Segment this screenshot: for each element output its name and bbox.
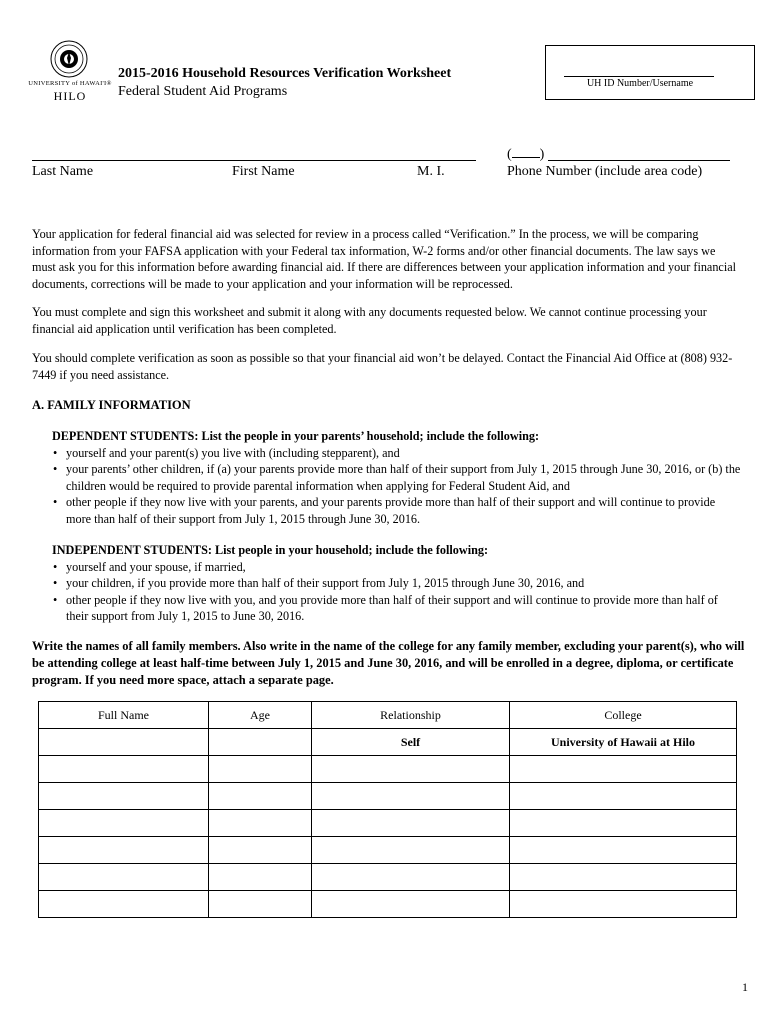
age-cell[interactable] xyxy=(209,837,312,864)
phone-area-code-field[interactable]: ( ) xyxy=(507,144,544,163)
dependent-students-heading: DEPENDENT STUDENTS: List the people in your parents’ household; include the following: xyxy=(52,429,540,443)
independent-students-heading: INDEPENDENT STUDENTS: List people in your household; include the following: xyxy=(52,543,489,557)
college-cell[interactable] xyxy=(510,756,737,783)
phone-number-field-line[interactable] xyxy=(548,160,730,161)
table-row xyxy=(39,837,737,864)
first-name-label: First Name xyxy=(232,164,295,179)
column-header-college: College xyxy=(510,702,737,729)
table-row xyxy=(39,729,737,756)
campus-name: HILO xyxy=(53,89,87,103)
relationship-cell[interactable] xyxy=(312,864,510,891)
page-subtitle: Federal Student Aid Programs xyxy=(118,84,288,99)
age-cell[interactable] xyxy=(209,864,312,891)
relationship-cell[interactable] xyxy=(312,783,510,810)
relationship-cell[interactable] xyxy=(312,756,510,783)
full-name-cell[interactable] xyxy=(39,891,209,918)
list-item: • other people if they now live with you, and you provide more than half of their support and will continue to provide more than half of their support from July 1, 2015 to June 30, 2016. xyxy=(66,592,742,625)
dependent-students-block xyxy=(52,428,742,527)
uh-id-label: UH ID Number/Username xyxy=(586,78,694,89)
full-name-cell[interactable] xyxy=(39,837,209,864)
uh-id-field-line[interactable] xyxy=(564,76,714,77)
full-name-cell[interactable] xyxy=(39,756,209,783)
relationship-cell[interactable] xyxy=(312,891,510,918)
family-table-instructions: Write the names of all family members. Also write in the name of the college for any family member, excluding your parent(s), who will be attending college at least half-time between July 1, 2015 and June 30, 2016, and will be enrolled in a degree, diploma, or certificate program. If you need more space, attach a separate page. xyxy=(32,639,745,687)
age-cell[interactable] xyxy=(209,783,312,810)
age-cell[interactable] xyxy=(209,756,312,783)
table-header-row xyxy=(39,702,737,729)
uh-id-box[interactable] xyxy=(545,45,755,100)
university-seal-icon xyxy=(50,40,88,78)
family-members-table xyxy=(38,701,737,918)
full-name-cell[interactable] xyxy=(39,864,209,891)
college-cell[interactable] xyxy=(510,837,737,864)
full-name-cell[interactable] xyxy=(39,729,209,756)
college-cell[interactable]: University of Hawaii at Hilo xyxy=(510,729,737,756)
last-name-label: Last Name xyxy=(32,164,94,179)
list-item: • your children, if you provide more than half of their support from July 1, 2015 through June 30, 2016, and xyxy=(66,575,742,592)
column-header-age: Age xyxy=(209,702,312,729)
list-item: • yourself and your parent(s) you live with (including stepparent), and xyxy=(66,445,742,462)
age-cell[interactable] xyxy=(209,729,312,756)
intro-paragraph-2: You must complete and sign this worksheet and submit it along with any documents requested below. We cannot continue processing your financial aid application until verification has been completed. xyxy=(32,305,707,336)
table-row xyxy=(39,756,737,783)
table-row xyxy=(39,810,737,837)
list-item: • other people if they now live with your parents, and your parents provide more than half of their support and will continue to provide more than half of their support from July 1, 2015 through June 30, 2016. xyxy=(66,494,742,527)
table-row xyxy=(39,891,737,918)
relationship-cell[interactable] xyxy=(312,810,510,837)
full-name-cell[interactable] xyxy=(39,810,209,837)
page-title: 2015-2016 Household Resources Verification Worksheet xyxy=(118,66,452,81)
college-cell[interactable] xyxy=(510,810,737,837)
age-cell[interactable] xyxy=(209,891,312,918)
name-field-line[interactable] xyxy=(32,160,476,161)
middle-initial-label: M. I. xyxy=(417,164,445,179)
column-header-relationship: Relationship xyxy=(312,702,510,729)
age-cell[interactable] xyxy=(209,810,312,837)
full-name-cell[interactable] xyxy=(39,783,209,810)
college-cell[interactable] xyxy=(510,864,737,891)
independent-students-block xyxy=(52,542,742,625)
relationship-cell[interactable]: Self xyxy=(312,729,510,756)
column-header-full-name: Full Name xyxy=(39,702,209,729)
college-cell[interactable] xyxy=(510,783,737,810)
university-name: UNIVERSITY of HAWAI'I® xyxy=(28,80,112,87)
intro-paragraph-3: You should complete verification as soon as possible so that your financial aid won’t be delayed. Contact the Financial Aid Office at (808) 932-7449 if you need assistance. xyxy=(32,351,733,382)
university-logo xyxy=(28,40,112,132)
section-a-heading: A. FAMILY INFORMATION xyxy=(32,398,191,412)
table-row xyxy=(39,783,737,810)
list-item: • your parents’ other children, if (a) your parents provide more than half of their support from July 1, 2015 through June 30, 2016, or (b) the children would be required to provide parental information when applying for Federal Student Aid, and xyxy=(66,461,742,494)
table-row xyxy=(39,864,737,891)
intro-paragraph-1: Your application for federal financial aid was selected for review in a process called “Verification.” In the process, we will be comparing information from your FAFSA application with your Federal tax information, W-2 forms and/or other financial documents. The law says we must ask you for this information before awarding financial aid. If there are differences between your application information and your financial documents, corrections will be made to your application and your information will be reprocessed. xyxy=(32,227,737,291)
phone-label: Phone Number (include area code) xyxy=(507,164,703,179)
relationship-cell[interactable] xyxy=(312,837,510,864)
page-number: 1 xyxy=(742,980,748,994)
list-item: • yourself and your spouse, if married, xyxy=(66,559,742,576)
college-cell[interactable] xyxy=(510,891,737,918)
